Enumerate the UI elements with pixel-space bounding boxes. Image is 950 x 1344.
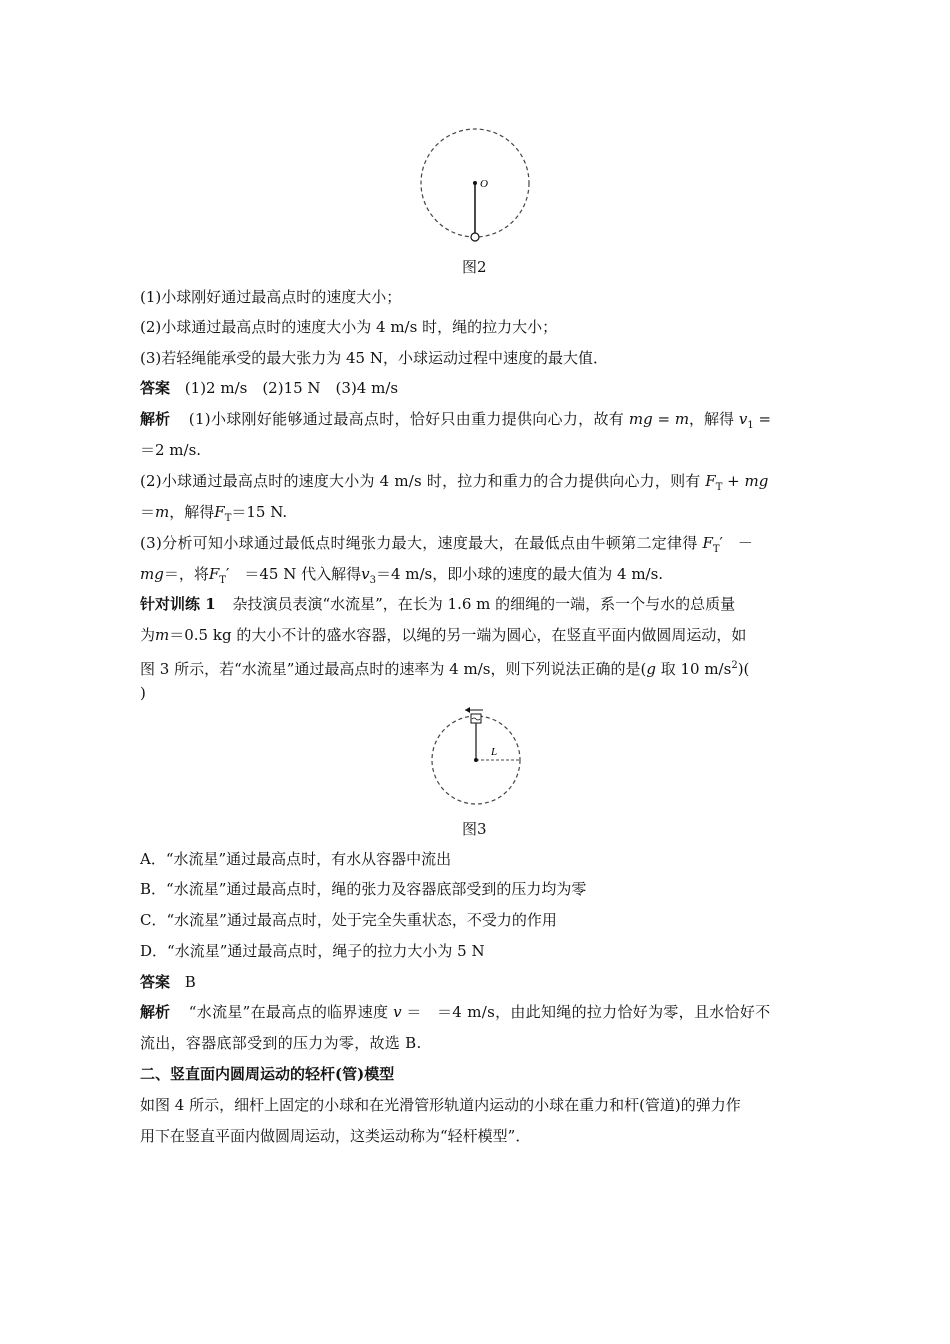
label-o: O [480, 178, 488, 190]
option-b: B．“水流星”通过最高点时，绳的张力及容器底部受到的压力均为零 [140, 880, 587, 898]
analysis-2-line-2: 流出，容器底部受到的压力为零，故选 B. [140, 1034, 422, 1052]
analysis-label: 解析 [140, 410, 171, 428]
figure-2-caption: 图2 [462, 258, 487, 276]
answer-2 [140, 972, 810, 992]
analysis-1-line-2: ＝2 m/s. [140, 441, 202, 459]
figure-3-diagram [425, 705, 525, 810]
label-l: L [491, 746, 498, 758]
analysis-label: 解析 [140, 1003, 171, 1021]
question-3: (3)若轻绳能承受的最大张力为 45 N，小球运动过程中速度的最大值． [140, 349, 608, 367]
answer-label: 答案 [140, 973, 171, 991]
training-1-line-1: 针对训练 1 杂技演员表演“水流星”，在长为 1.6 m 的细绳的一端，系一个与水的总质量 [140, 595, 736, 613]
training-1-line-3: 图 3 所示，若“水流星”通过最高点时的速率为 4 m/s，则下列说法正确的是(g 取 10 $m/s^2$)( [140, 660, 750, 678]
answer-text: (1)2 m/s (2)15 N (3)4 m/s [184, 379, 399, 397]
answer-label: 答案 [140, 379, 171, 397]
arrow-head-icon [465, 707, 470, 713]
analysis-1-line-6: mg＝，将$F_T'$ ＝45 N 代入解得$v_3=4$ m/s，即小球的速度的最大值为 4 m/s. [140, 565, 664, 586]
analysis-1-line-5: (3)分析可知小球通过最低点时绳张力最大，速度最大，在最低点由牛顿第二定律得 $F_T'$ － [140, 534, 753, 555]
training-1-line-4: ) [140, 684, 146, 702]
figure-3-caption: 图3 [462, 820, 487, 838]
option-c: C．“水流星”通过最高点时，处于完全失重状态，不受力的作用 [140, 911, 557, 929]
section-2-paragraph-line-1: 如图 4 所示，细杆上固定的小球和在光滑管形轨道内运动的小球在重力和杆(管道)的弹力作 [140, 1096, 741, 1114]
training-label: 针对训练 1 [140, 595, 216, 613]
analysis-2-line-1: 解析 “水流星”在最高点的临界速度 v ＝ ＝4 m/s，由此知绳的拉力恰好为零，且水恰好不 [140, 1003, 771, 1021]
center-point [473, 181, 477, 185]
option-d: D．“水流星”通过最高点时，绳子的拉力大小为 5 N [140, 942, 485, 960]
figure-2-diagram [415, 125, 535, 250]
answer-text: B [184, 973, 196, 991]
training-1-line-2: 为m＝0.5 kg 的大小不计的盛水容器，以绳的另一端为圆心，在竖直平面内做圆周运动，如 [140, 626, 747, 644]
section-2-title: 二、竖直面内圆周运动的轻杆(管)模型 [140, 1065, 395, 1083]
analysis-1-line-1: 解析 (1)小球刚好能够通过最高点时，恰好只由重力提供向心力，故有 mg = m，解得 $v_1$ = [140, 410, 772, 431]
answer-1 [140, 378, 810, 398]
ball [471, 233, 479, 241]
section-2-paragraph-line-2: 用下在竖直平面内做圆周运动，这类运动称为“轻杆模型”． [140, 1127, 531, 1145]
question-2: (2)小球通过最高点时的速度大小为 4 m/s 时，绳的拉力大小； [140, 318, 558, 336]
analysis-1-line-4: ＝m，解得$F_T=15$ N. [140, 503, 288, 524]
center-point [474, 758, 478, 762]
question-1: (1)小球刚好通过最高点时的速度大小； [140, 288, 402, 306]
analysis-1-line-3: (2)小球通过最高点时的速度大小为 4 m/s 时，拉力和重力的合力提供向心力，则有 $F_T$ + mg [140, 472, 769, 493]
option-a: A．“水流星”通过最高点时，有水从容器中流出 [140, 850, 452, 868]
